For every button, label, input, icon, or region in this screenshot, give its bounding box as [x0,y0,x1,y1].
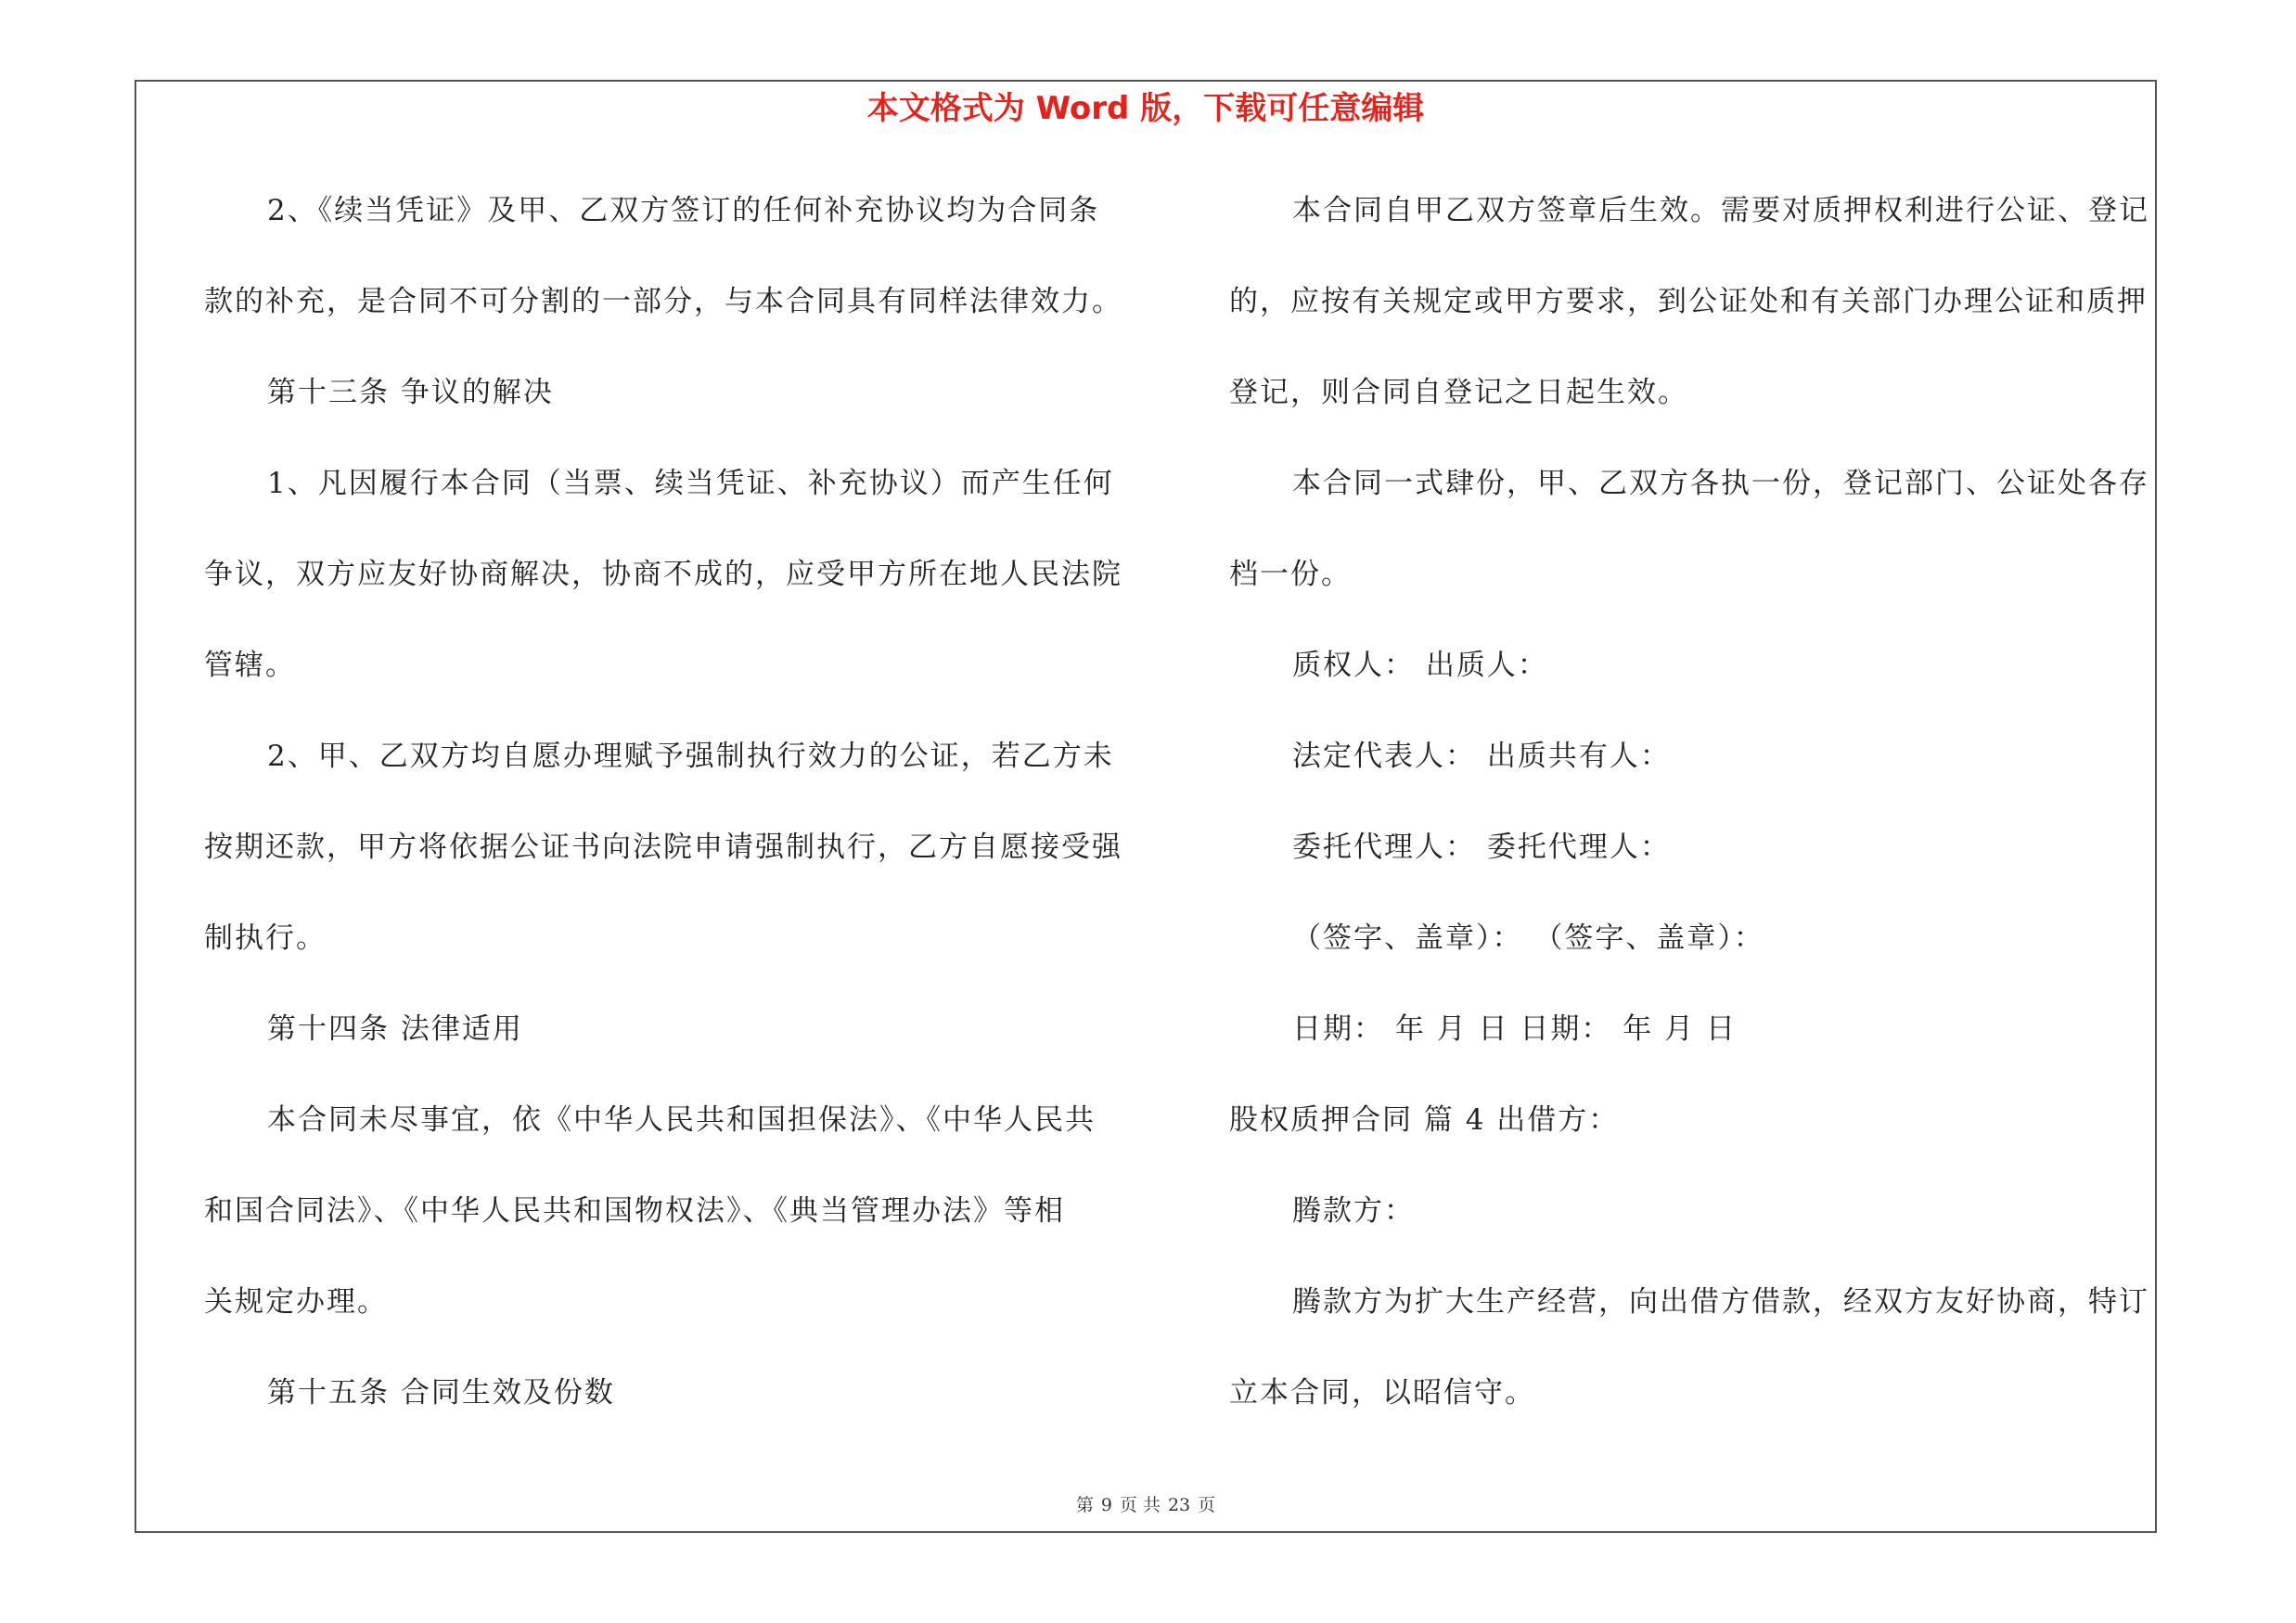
left-text-column [204,183,1132,1456]
text-line: 法定代表人： 出质共有人： [1292,740,1671,773]
text-line: 按期还款，甲方将依据公证书向法院申请强制执行，乙方自愿接受强 [204,831,1122,864]
text-line: 登记，则合同自登记之日起生效。 [1229,376,1688,409]
text-line: 2、甲、乙双方均自愿办理赋予强制执行效力的公证，若乙方未 [267,740,1114,773]
right-text-column [1229,183,2152,1456]
text-line: 本合同未尽事宜，依《中华人民共和国担保法》、《中华人民共 [267,1103,1096,1137]
text-line: 第十五条 合同生效及份数 [267,1376,615,1410]
current-page-number: 9 [1100,1495,1112,1515]
text-line: 股权质押合同 篇 4 出借方： [1229,1103,1620,1137]
footer-prefix: 第 [1075,1495,1094,1515]
page-number-footer [135,1492,2157,1518]
text-line: 第十三条 争议的解决 [267,376,554,409]
footer-suffix: 页 [1198,1495,1216,1515]
text-line: 管辖。 [204,649,296,682]
text-line: 关规定办理。 [204,1285,388,1319]
footer-middle: 页 共 [1119,1495,1161,1515]
text-line: 制执行。 [204,921,327,955]
text-line: 立本合同，以昭信守。 [1229,1376,1535,1410]
format-banner: 本文格式为 Word 版，下载可任意编辑 [866,90,1425,127]
text-line: 本合同一式肆份，甲、乙双方各执一份，登记部门、公证处各存 [1292,467,2149,500]
text-line: 款的补充，是合同不可分割的一部分，与本合同具有同样法律效力。 [204,285,1122,318]
text-line: 2、《续当凭证》及甲、乙双方签订的任何补充协议均为合同条 [267,194,1100,227]
text-line: 腾款方： [1292,1194,1415,1228]
text-line: 争议，双方应友好协商解决，协商不成的，应受甲方所在地人民法院 [204,558,1122,591]
text-line: 质权人： 出质人： [1292,649,1548,682]
text-line: 档一份。 [1229,558,1352,591]
text-line: 1、凡因履行本合同（当票、续当凭证、补充协议）而产生任何 [267,467,1114,500]
text-line: 第十四条 法律适用 [267,1012,523,1046]
text-line: 委托代理人： 委托代理人： [1292,831,1671,864]
text-line: 日期： 年 月 日 日期： 年 月 日 [1292,1012,1737,1046]
text-line: （签字、盖章）： （签字、盖章）： [1292,921,1764,955]
text-line: 腾款方为扩大生产经营，向出借方借款，经双方友好协商，特订 [1292,1285,2149,1319]
text-line: 和国合同法》、《中华人民共和国物权法》、《典当管理办法》等相 [204,1194,1065,1228]
text-line: 的，应按有关规定或甲方要求，到公证处和有关部门办理公证和质押 [1229,285,2148,318]
text-line: 本合同自甲乙双方签章后生效。需要对质押权利进行公证、登记 [1292,194,2149,227]
total-page-count: 23 [1167,1495,1191,1515]
